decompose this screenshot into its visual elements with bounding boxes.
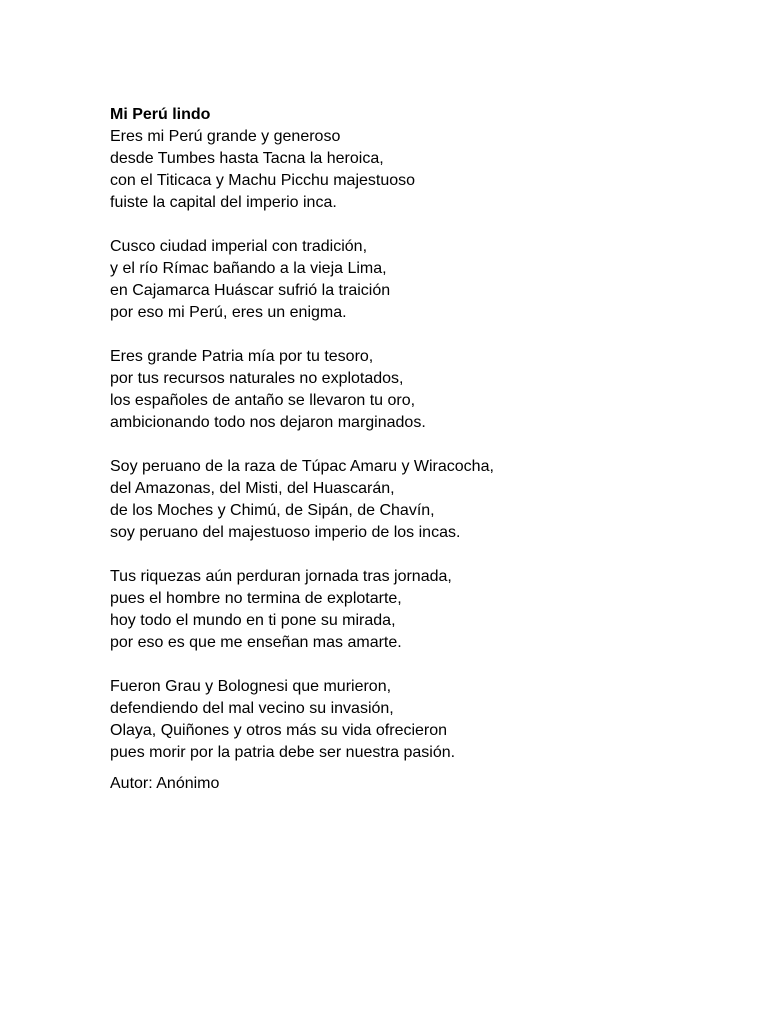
poem-line: Fueron Grau y Bolognesi que murieron, — [110, 678, 392, 695]
poem-line: Eres mi Perú grande y generoso — [110, 128, 341, 145]
poem-author: Autor: Anónimo — [110, 775, 220, 792]
poem-line: fuiste la capital del imperio inca. — [110, 194, 337, 211]
poem-line: los españoles de antaño se llevaron tu oro, — [110, 392, 416, 409]
poem-stanza-6 — [110, 676, 730, 764]
poem-stanza-5 — [110, 566, 730, 654]
poem-title: Mi Perú lindo — [110, 106, 211, 123]
poem-line: por eso es que me enseñan mas amarte. — [110, 634, 402, 651]
poem-line: Soy peruano de la raza de Túpac Amaru y Wiracocha, — [110, 458, 494, 475]
poem-line: Olaya, Quiñones y otros más su vida ofrecieron — [110, 722, 448, 739]
poem-stanza-2 — [110, 236, 730, 324]
poem-line: del Amazonas, del Misti, del Huascarán, — [110, 480, 395, 497]
poem-line: defendiendo del mal vecino su invasión, — [110, 700, 394, 717]
poem-stanza-4 — [110, 456, 730, 544]
poem-line: desde Tumbes hasta Tacna la heroica, — [110, 150, 384, 167]
poem-stanza-1 — [110, 126, 730, 214]
poem-line: en Cajamarca Huáscar sufrió la traición — [110, 282, 391, 299]
poem-line: pues el hombre no termina de explotarte, — [110, 590, 402, 607]
poem-line: hoy todo el mundo en ti pone su mirada, — [110, 612, 396, 629]
poem-line: soy peruano del majestuoso imperio de los incas. — [110, 524, 461, 541]
poem-line: Eres grande Patria mía por tu tesoro, — [110, 348, 374, 365]
poem-line: de los Moches y Chimú, de Sipán, de Chavín, — [110, 502, 435, 519]
poem-line: pues morir por la patria debe ser nuestra pasión. — [110, 744, 456, 761]
poem-line: con el Titicaca y Machu Picchu majestuoso — [110, 172, 416, 189]
document-page — [110, 104, 730, 795]
poem-stanza-3 — [110, 346, 730, 434]
poem-line: y el río Rímac bañando a la vieja Lima, — [110, 260, 387, 277]
poem-line: ambicionando todo nos dejaron marginados. — [110, 414, 426, 431]
poem-line: por tus recursos naturales no explotados, — [110, 370, 404, 387]
poem-line: Cusco ciudad imperial con tradición, — [110, 238, 368, 255]
poem-line: por eso mi Perú, eres un enigma. — [110, 304, 347, 321]
poem-line: Tus riquezas aún perduran jornada tras jornada, — [110, 568, 452, 585]
